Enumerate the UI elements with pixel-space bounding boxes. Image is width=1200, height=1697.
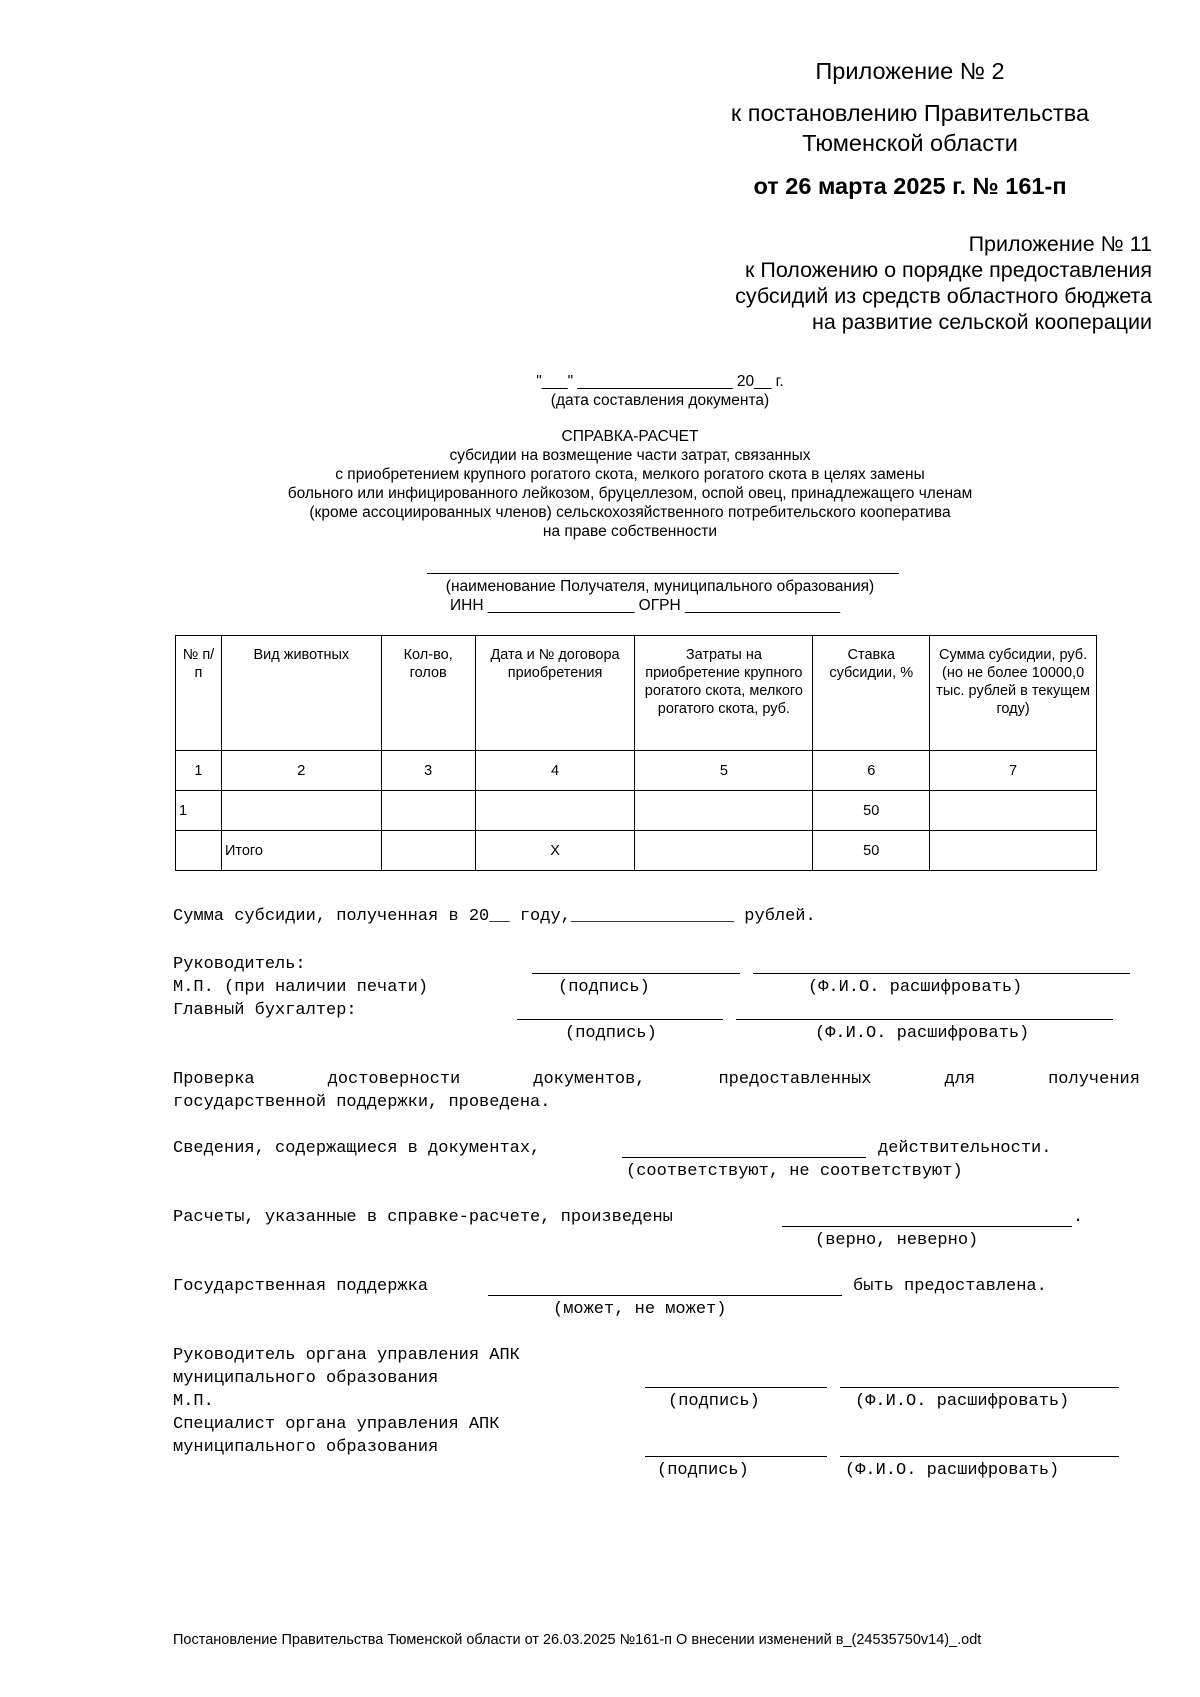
support-caption: (может, не может): [553, 1300, 727, 1319]
appendix-11-label: Приложение № 11: [968, 232, 1152, 256]
info-fill-line: [622, 1157, 866, 1158]
calc-left-text: Расчеты, указанные в справке-расчете, произведены: [173, 1208, 673, 1227]
inn-ogrn-line: ИНН _________________ ОГРН __________________: [450, 597, 841, 614]
document-heading: СПРАВКА-РАСЧЕТ: [561, 428, 699, 445]
resolution-line-2: Тюменской области: [802, 130, 1018, 156]
header-cell-costs: Затраты на приобретение крупного рогатого скота, мелкого рогатого скота, руб.: [635, 636, 813, 751]
title-line-5: на праве собственности: [542, 523, 718, 540]
check-line-1: [173, 1070, 1140, 1089]
calc-caption: (верно, неверно): [815, 1231, 979, 1250]
apk-spec-name-line: [840, 1456, 1119, 1457]
accountant-signature-caption: (подпись): [565, 1024, 657, 1043]
date-caption: (дата составления документа): [550, 392, 770, 409]
head-name-line: [753, 973, 1130, 974]
check-word: предоставленных: [718, 1070, 872, 1089]
regulation-line-3: на развитие сельской кооперации: [811, 310, 1152, 334]
head-name-caption: (Ф.И.О. расшифровать): [808, 978, 1023, 997]
recipient-name-line: [427, 573, 899, 574]
table-cell: [930, 791, 1097, 831]
table-cell: 50: [813, 791, 930, 831]
appendix-2-label: Приложение № 2: [815, 58, 1005, 84]
info-right-text: действительности.: [878, 1139, 1052, 1158]
header-cell-number: № п/п: [176, 636, 222, 751]
calc-right-text: .: [1073, 1208, 1084, 1227]
chief-accountant-label: Главный бухгалтер:: [173, 1001, 357, 1020]
check-word: документов,: [533, 1070, 646, 1089]
table-cell: [635, 831, 813, 871]
info-caption: (соответствуют, не соответствуют): [626, 1162, 963, 1181]
check-word: получения: [1048, 1070, 1140, 1089]
table-cell: 6: [813, 751, 930, 791]
head-signature-caption: (подпись): [558, 978, 650, 997]
apk-stamp-label: М.П.: [173, 1392, 214, 1411]
regulation-line-1: к Положению о порядке предоставления: [744, 258, 1152, 282]
title-line-1: субсидии на возмещение части затрат, связанных: [449, 447, 811, 464]
apk-spec-line-1: Специалист органа управления АПК: [173, 1415, 500, 1434]
table-row: [176, 791, 1097, 831]
calculation-table: [175, 635, 1097, 871]
table-cell: [381, 791, 475, 831]
support-right-text: быть предоставлена.: [853, 1277, 1047, 1296]
table-cell: [221, 791, 381, 831]
apk-head-name-line: [840, 1387, 1119, 1388]
table-cell: Итого: [221, 831, 381, 871]
regulation-line-2: субсидий из средств областного бюджета: [735, 284, 1152, 308]
header-cell-subsidy-sum: Сумма субсидии, руб. (но не более 10000,0 тыс. рублей в текущем году): [930, 636, 1097, 751]
resolution-line-1: к постановлению Правительства: [730, 100, 1090, 126]
stamp-label: М.П. (при наличии печати): [173, 978, 429, 997]
apk-head-name-caption: (Ф.И.О. расшифровать): [855, 1392, 1070, 1411]
accountant-signature-line: [517, 1019, 723, 1020]
footer-filename: Постановление Правительства Тюменской области от 26.03.2025 №161-п О внесении изменений в_(24535750v14)_.odt: [173, 1632, 982, 1648]
apk-head-signature-caption: (подпись): [668, 1392, 760, 1411]
apk-spec-signature-caption: (подпись): [657, 1461, 749, 1480]
check-word: достоверности: [327, 1070, 461, 1089]
table-cell: 1: [176, 791, 222, 831]
table-cell: 1: [176, 751, 222, 791]
table-cell: 2: [221, 751, 381, 791]
apk-spec-signature-line: [645, 1456, 827, 1457]
header-cell-rate: Ставка субсидии, %: [813, 636, 930, 751]
table-cell: Х: [475, 831, 635, 871]
table-cell: [475, 791, 635, 831]
head-label: Руководитель:: [173, 955, 306, 974]
received-sum-line: Сумма субсидии, полученная в 20__ году,________________ рублей.: [173, 907, 816, 926]
apk-spec-name-caption: (Ф.И.О. расшифровать): [845, 1461, 1060, 1480]
table-cell: 4: [475, 751, 635, 791]
title-line-2: с приобретением крупного рогатого скота, мелкого рогатого скота в целях замены: [335, 466, 925, 483]
apk-head-signature-line: [645, 1387, 827, 1388]
table-cell: [635, 791, 813, 831]
support-left-text: Государственная поддержка: [173, 1277, 429, 1296]
table-cell: 3: [381, 751, 475, 791]
table-cell: [930, 831, 1097, 871]
table-cell: 7: [930, 751, 1097, 791]
info-left-text: Сведения, содержащиеся в документах,: [173, 1139, 541, 1158]
head-signature-line: [532, 973, 740, 974]
table-header-row: [176, 636, 1097, 751]
resolution-date: от 26 марта 2025 г. № 161-п: [753, 173, 1067, 199]
check-word: для: [944, 1070, 976, 1089]
recipient-caption: (наименование Получателя, муниципального образования): [445, 578, 875, 595]
header-cell-animal-type: Вид животных: [221, 636, 381, 751]
table-total-row: [176, 831, 1097, 871]
accountant-name-line: [736, 1019, 1113, 1020]
apk-spec-line-2: муниципального образования: [173, 1438, 439, 1457]
table-cell: [176, 831, 222, 871]
calc-fill-line: [782, 1226, 1072, 1227]
date-line: "___" __________________ 20__ г.: [536, 373, 784, 390]
header-cell-head-count: Кол-во, голов: [381, 636, 475, 751]
apk-head-line-1: Руководитель органа управления АПК: [173, 1346, 520, 1365]
support-fill-line: [488, 1295, 842, 1296]
accountant-name-caption: (Ф.И.О. расшифровать): [815, 1024, 1030, 1043]
check-line-2: государственной поддержки, проведена.: [173, 1093, 551, 1112]
table-cell: 50: [813, 831, 930, 871]
title-line-4: (кроме ассоциированных членов) сельскохозяйственного потребительского кооператива: [309, 504, 951, 521]
apk-head-line-2: муниципального образования: [173, 1369, 439, 1388]
header-cell-contract: Дата и № договора приобретения: [475, 636, 635, 751]
title-line-3: больного или инфицированного лейкозом, бруцеллезом, оспой овец, принадлежащего членам: [287, 485, 973, 502]
table-number-row: [176, 751, 1097, 791]
check-word: Проверка: [173, 1070, 255, 1089]
table-cell: 5: [635, 751, 813, 791]
table-cell: [381, 831, 475, 871]
